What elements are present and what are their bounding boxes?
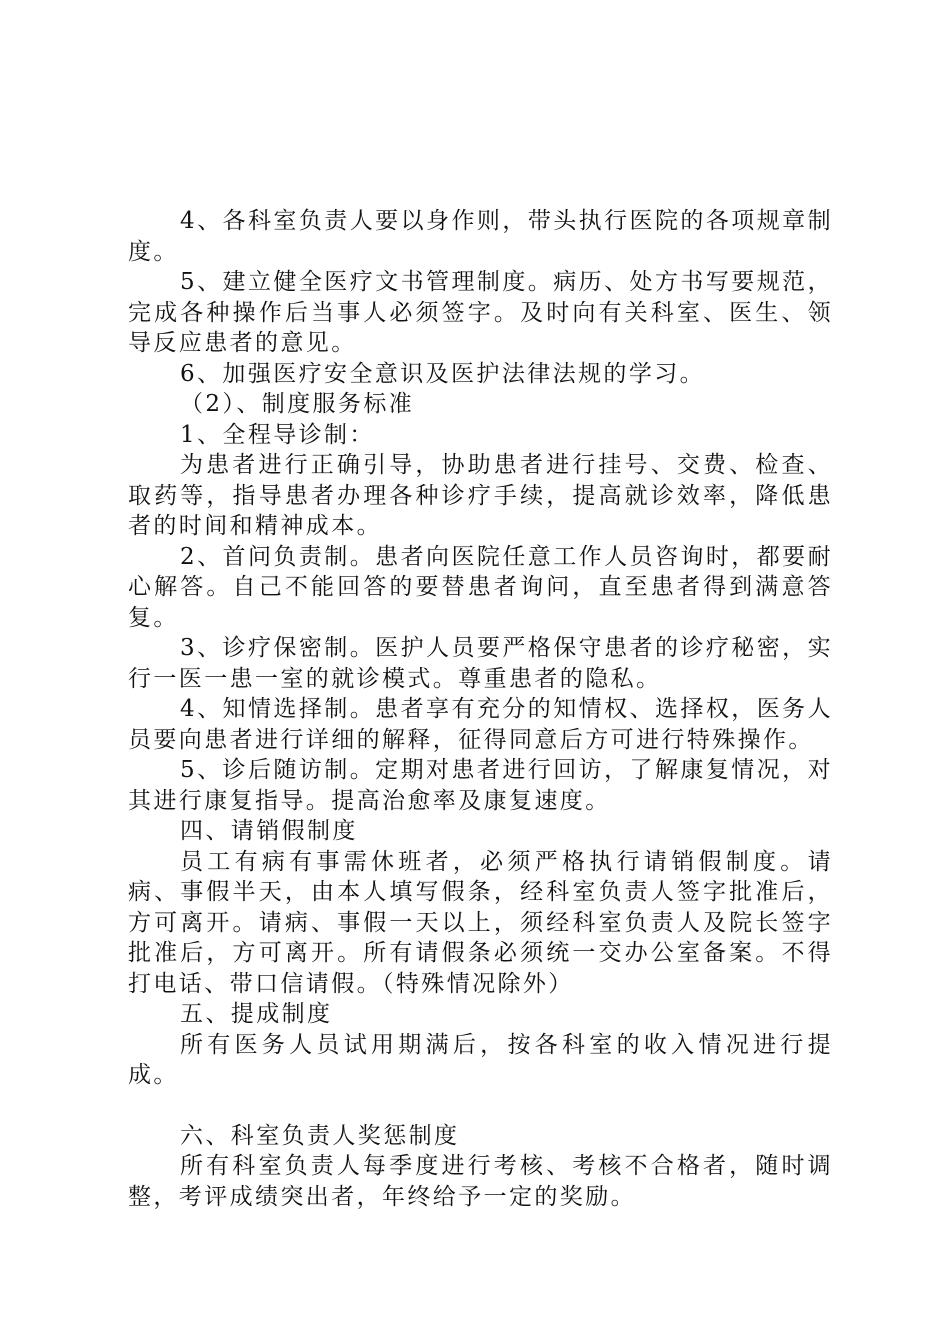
paragraph-informed-choice: 4、知情选择制。患者享有充分的知情权、选择权，医务人员要向患者进行详细的解释，征得同意后方可进行特殊操作。 <box>128 696 833 753</box>
paragraph-commission-body: 所有医务人员试用期满后，按各科室的收入情况进行提成。 <box>128 1031 833 1088</box>
paragraph-first-inquiry: 2、首问负责制。患者向医院任意工作人员咨询时，都要耐心解答。自己不能回答的要替患者询问，直至患者得到满意答复。 <box>128 543 833 631</box>
paragraph-rule-4: 4、各科室负责人要以身作则，带头执行医院的各项规章制度。 <box>128 208 833 265</box>
paragraph-follow-up: 5、诊后随访制。定期对患者进行回访，了解康复情况，对其进行康复指导。提高治愈率及康复速度。 <box>128 757 833 814</box>
paragraph-leave-body: 员工有病有事需休班者，必须严格执行请销假制度。请病、事假半天，由本人填写假条，经科室负责人签字批准后，方可离开。请病、事假一天以上，须经科室负责人及院长签字批准后，方可离开。所有请假条必须统一交办公室备案。不得打电话、带口信请假。（特殊情况除外） <box>128 848 833 997</box>
paragraph-confidentiality: 3、诊疗保密制。医护人员要严格保守患者的诊疗秘密，实行一医一患一室的就诊模式。尊重患者的隐私。 <box>128 635 833 692</box>
paragraph-rule-6: 6、加强医疗安全意识及医护法律法规的学习。 <box>180 360 706 387</box>
section-heading-leave: 四、请销假制度 <box>180 818 358 844</box>
section-heading-rewards: 六、科室负责人奖惩制度 <box>180 1122 460 1149</box>
section-heading-service-standards: （2）、制度服务标准 <box>180 391 415 417</box>
paragraph-rewards-body: 所有科室负责人每季度进行考核、考核不合格者，随时调整，考评成绩突出者，年终给予一定的奖励。 <box>128 1153 833 1210</box>
paragraph-rule-5: 5、建立健全医疗文书管理制度。病历、处方书写要规范，完成各种操作后当事人必须签字。及时向有关科室、医生、领导反应患者的意见。 <box>128 269 833 356</box>
paragraph-spacer <box>128 1091 833 1121</box>
document-body <box>128 206 833 1212</box>
paragraph-guidance-body: 为患者进行正确引导，协助患者进行挂号、交费、检查、取药等，指导患者办理各种诊疗手续，提高就诊效率，降低患者的时间和精神成本。 <box>128 452 833 539</box>
paragraph-guidance-title: 1、全程导诊制： <box>180 421 375 448</box>
section-heading-commission: 五、提成制度 <box>180 1001 333 1027</box>
